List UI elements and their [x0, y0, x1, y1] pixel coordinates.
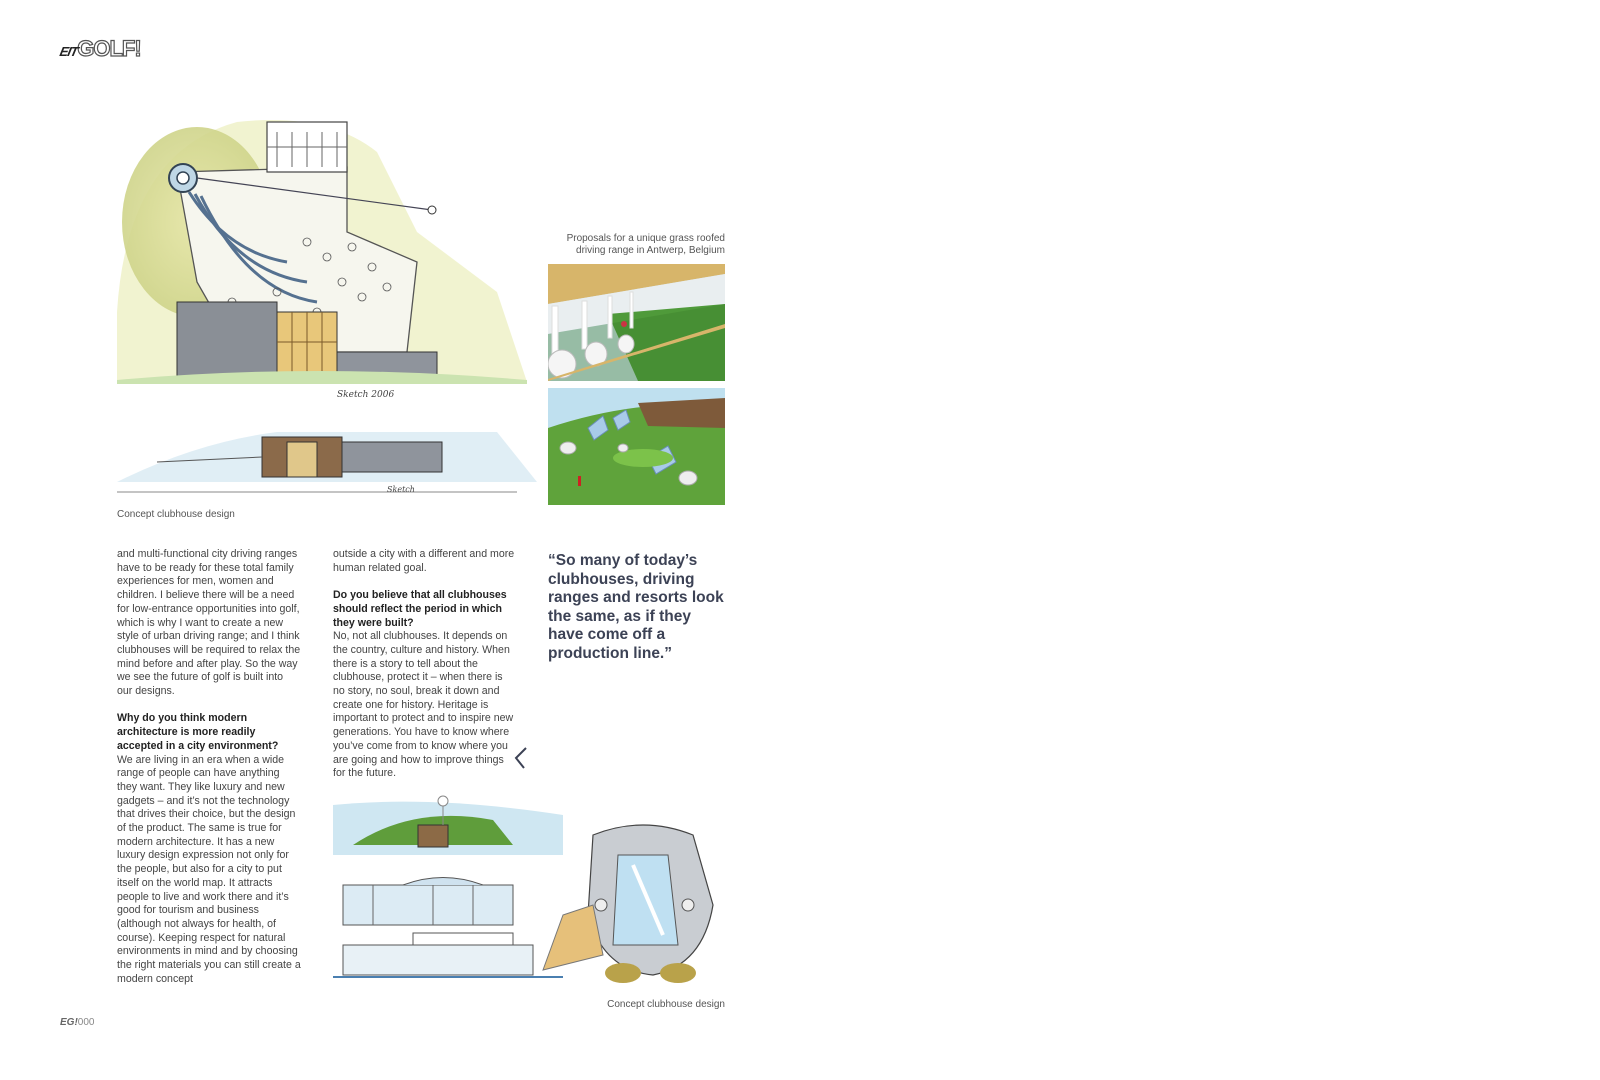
column1-answer-paragraph: We are living in an era when a wide range of people can have anything they want. They like luxury and new gadgets – and it’s not the technology that drives their choice, but the design of the product. The same is true for modern architecture. It has a new luxury design expression not only for the people, but also for a city to put itself on the world map. It attracts people to live and work there and it’s good for tourism and business (although not always for health, of course). Keeping respect for natural environments in mind and by choosing the right materials you can still create a modern concept	[117, 753, 301, 985]
concept-sketch-bottom	[333, 795, 725, 990]
magazine-logo	[60, 36, 180, 60]
driving-range-photo-interior	[548, 264, 725, 381]
svg-text:Sketch: Sketch	[387, 485, 415, 494]
column1-question-heading: Why do you think modern architecture is more readily accepted in a city environment?	[117, 712, 279, 752]
caption-photos: Proposals for a unique grass roofed driving range in Antwerp, Belgium	[566, 233, 725, 256]
logo-prefix: EIT	[58, 44, 79, 59]
pull-quote: “So many of today’s clubhouses, driving ranges and resorts look the same, as if they have come off a production line.”	[548, 552, 724, 662]
end-mark-icon	[512, 746, 528, 770]
column2-answer-paragraph: No, not all clubhouses. It depends on the country, culture and history. When there is a story to tell about the clubhouse, protect it – when there is no story, no soul, break it down and create one for history. Heritage is important to protect and to inspire new generations. You have to know where you’ve come from to know where you are going and how to improve things for the future.	[333, 630, 514, 780]
concept-sketch-top	[117, 112, 537, 514]
article-column-2	[333, 548, 515, 781]
caption-bottom-sketch: Concept clubhouse design	[607, 999, 725, 1010]
page-footer	[60, 1017, 94, 1028]
svg-text:Sketch 2006: Sketch 2006	[337, 390, 395, 400]
footer-logo: EG!	[60, 1017, 78, 1028]
column1-paragraph-1: and multi-functional city driving ranges have to be ready for these total family experiences for men, women and children. I believe there will be a need for low-entrance opportunities into golf, which is why I want to create a new style of urban driving range; and I think clubhouses will be required to relax the mind before and after play. So the way we see the future of golf is built into our designs.	[117, 548, 301, 698]
article-column-1	[117, 548, 301, 986]
logo-main: GOLF!	[77, 36, 141, 61]
page-number: 000	[77, 1017, 95, 1028]
caption-top-sketch: Concept clubhouse design	[117, 509, 235, 520]
column2-paragraph-1: outside a city with a different and more human related goal.	[333, 548, 515, 574]
column2-question-heading: Do you believe that all clubhouses should reflect the period in which they were built?	[333, 589, 507, 629]
driving-range-photo-exterior	[548, 388, 725, 505]
